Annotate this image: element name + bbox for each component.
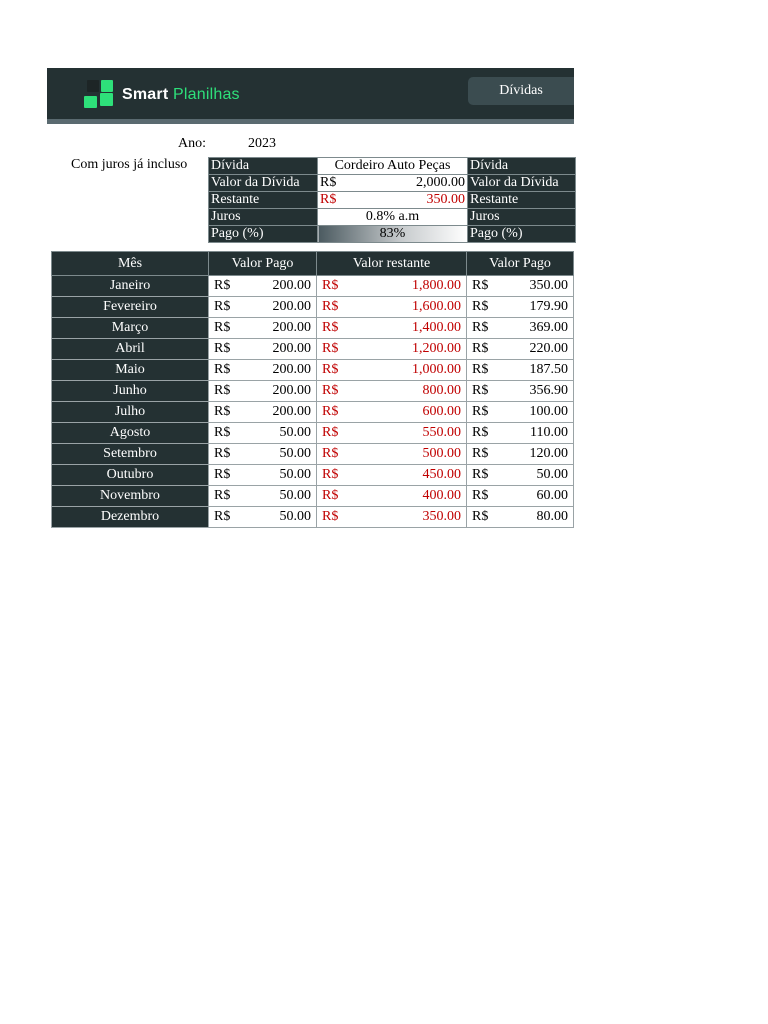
currency-symbol: R$ xyxy=(472,425,489,440)
remaining-value: 600.00 xyxy=(422,404,461,419)
paid-percent-bar: 83% xyxy=(318,226,468,243)
remaining-cell[interactable] xyxy=(317,444,467,465)
brand-name-light: Planilhas xyxy=(173,86,240,103)
remaining-cell[interactable] xyxy=(317,507,467,528)
remaining-value: 1,200.00 xyxy=(412,341,461,356)
header-divider xyxy=(47,119,574,124)
paid-cell[interactable] xyxy=(209,297,317,318)
paid-cell-2[interactable] xyxy=(467,486,574,507)
remaining-value: 1,600.00 xyxy=(412,299,461,314)
column-header-month: Mês xyxy=(52,252,209,276)
currency-symbol: R$ xyxy=(322,278,339,293)
month-cell: Junho xyxy=(52,381,209,402)
currency-symbol: R$ xyxy=(322,425,339,440)
currency-symbol: R$ xyxy=(472,467,489,482)
paid-value: 50.00 xyxy=(279,467,311,482)
paid-cell-2[interactable] xyxy=(467,423,574,444)
paid-value-2: 110.00 xyxy=(530,425,568,440)
debt-name-cell[interactable]: Cordeiro Auto Peças xyxy=(318,158,468,175)
remaining-cell[interactable] xyxy=(317,297,467,318)
interest-cell[interactable]: 0.8% a.m xyxy=(318,209,468,226)
paid-cell[interactable] xyxy=(209,276,317,297)
table-row xyxy=(52,381,574,402)
currency-symbol: R$ xyxy=(472,488,489,503)
paid-value: 200.00 xyxy=(272,320,311,335)
remaining-cell[interactable] xyxy=(317,276,467,297)
paid-value-2: 80.00 xyxy=(536,509,568,524)
table-row xyxy=(52,423,574,444)
paid-cell[interactable] xyxy=(209,360,317,381)
summary-label: Valor da Dívida xyxy=(209,175,318,192)
currency-symbol: R$ xyxy=(320,192,337,207)
paid-cell-2[interactable] xyxy=(467,297,574,318)
currency-symbol: R$ xyxy=(214,362,231,377)
paid-cell[interactable] xyxy=(209,444,317,465)
paid-value-2: 179.90 xyxy=(529,299,568,314)
paid-cell-2[interactable] xyxy=(467,381,574,402)
table-row xyxy=(52,444,574,465)
paid-value-2: 220.00 xyxy=(529,341,568,356)
remaining-cell[interactable] xyxy=(317,360,467,381)
remaining-cell[interactable] xyxy=(318,192,468,209)
currency-symbol: R$ xyxy=(472,362,489,377)
paid-cell[interactable] xyxy=(209,507,317,528)
paid-value-2: 350.00 xyxy=(529,278,568,293)
paid-cell[interactable] xyxy=(209,402,317,423)
currency-symbol: R$ xyxy=(472,320,489,335)
column-header-paid: Valor Pago xyxy=(209,252,317,276)
paid-value-2: 50.00 xyxy=(536,467,568,482)
currency-symbol: R$ xyxy=(214,446,231,461)
column-header-paid-2: Valor Pago xyxy=(467,252,574,276)
table-header-row xyxy=(52,252,574,276)
paid-cell-2[interactable] xyxy=(467,318,574,339)
paid-value: 50.00 xyxy=(279,446,311,461)
debt-total-value: 2,000.00 xyxy=(416,175,465,190)
currency-symbol: R$ xyxy=(214,509,231,524)
paid-cell[interactable] xyxy=(209,486,317,507)
interest-note: Com juros já incluso xyxy=(71,157,188,172)
month-cell: Abril xyxy=(52,339,209,360)
month-cell: Agosto xyxy=(52,423,209,444)
currency-symbol: R$ xyxy=(322,320,339,335)
currency-symbol: R$ xyxy=(472,383,489,398)
paid-cell[interactable] xyxy=(209,423,317,444)
paid-value: 200.00 xyxy=(272,404,311,419)
paid-cell[interactable] xyxy=(209,339,317,360)
summary-label: Juros xyxy=(209,209,318,226)
remaining-cell[interactable] xyxy=(317,339,467,360)
remaining-value: 1,800.00 xyxy=(412,278,461,293)
currency-symbol: R$ xyxy=(322,341,339,356)
remaining-value: 550.00 xyxy=(422,425,461,440)
currency-symbol: R$ xyxy=(214,383,231,398)
remaining-value: 350.00 xyxy=(426,192,465,207)
paid-value-2: 120.00 xyxy=(529,446,568,461)
paid-value: 50.00 xyxy=(279,425,311,440)
summary-label: Pago (%) xyxy=(209,226,318,243)
remaining-value: 800.00 xyxy=(422,383,461,398)
paid-cell-2[interactable] xyxy=(467,507,574,528)
currency-symbol: R$ xyxy=(214,467,231,482)
currency-symbol: R$ xyxy=(214,341,231,356)
currency-symbol: R$ xyxy=(322,362,339,377)
nav-dividas-button[interactable]: Dívidas xyxy=(468,77,574,105)
remaining-value: 350.00 xyxy=(422,509,461,524)
paid-value: 50.00 xyxy=(279,509,311,524)
paid-cell-2[interactable] xyxy=(467,360,574,381)
table-row xyxy=(52,402,574,423)
paid-cell-2[interactable] xyxy=(467,465,574,486)
paid-cell[interactable] xyxy=(209,465,317,486)
paid-value: 200.00 xyxy=(272,362,311,377)
table-row xyxy=(52,276,574,297)
summary-label: Dívida xyxy=(209,158,318,175)
summary-row-paid xyxy=(209,226,576,243)
paid-cell[interactable] xyxy=(209,381,317,402)
currency-symbol: R$ xyxy=(322,404,339,419)
remaining-cell[interactable] xyxy=(317,381,467,402)
month-cell: Fevereiro xyxy=(52,297,209,318)
currency-symbol: R$ xyxy=(322,383,339,398)
summary-row-total xyxy=(209,175,576,192)
squares-logo-icon xyxy=(83,78,115,110)
brand-logo xyxy=(122,85,240,105)
summary-label-right: Restante xyxy=(468,192,576,209)
table-row xyxy=(52,465,574,486)
summary-label: Restante xyxy=(209,192,318,209)
remaining-cell[interactable] xyxy=(317,402,467,423)
summary-label-right: Dívida xyxy=(468,158,576,175)
currency-symbol: R$ xyxy=(472,509,489,524)
month-cell: Março xyxy=(52,318,209,339)
currency-symbol: R$ xyxy=(322,488,339,503)
debt-summary-table xyxy=(208,157,576,243)
month-cell: Janeiro xyxy=(52,276,209,297)
month-cell: Maio xyxy=(52,360,209,381)
paid-value: 200.00 xyxy=(272,278,311,293)
table-row xyxy=(52,507,574,528)
summary-row-remaining xyxy=(209,192,576,209)
table-row xyxy=(52,339,574,360)
brand-name-bold: Smart xyxy=(122,86,169,103)
currency-symbol: R$ xyxy=(320,175,337,190)
currency-symbol: R$ xyxy=(472,299,489,314)
table-body xyxy=(52,276,574,528)
remaining-cell[interactable] xyxy=(317,465,467,486)
currency-symbol: R$ xyxy=(214,320,231,335)
summary-row-interest xyxy=(209,209,576,226)
currency-symbol: R$ xyxy=(214,404,231,419)
table-row xyxy=(52,318,574,339)
remaining-cell[interactable] xyxy=(317,486,467,507)
remaining-value: 500.00 xyxy=(422,446,461,461)
paid-value: 200.00 xyxy=(272,341,311,356)
currency-symbol: R$ xyxy=(214,425,231,440)
paid-value-2: 60.00 xyxy=(536,488,568,503)
currency-symbol: R$ xyxy=(214,299,231,314)
paid-value-2: 356.90 xyxy=(529,383,568,398)
month-cell: Julho xyxy=(52,402,209,423)
remaining-cell[interactable] xyxy=(317,423,467,444)
table-row xyxy=(52,297,574,318)
month-cell: Setembro xyxy=(52,444,209,465)
currency-symbol: R$ xyxy=(472,446,489,461)
currency-symbol: R$ xyxy=(214,488,231,503)
paid-cell-2[interactable] xyxy=(467,444,574,465)
currency-symbol: R$ xyxy=(322,446,339,461)
remaining-value: 1,000.00 xyxy=(412,362,461,377)
paid-value: 200.00 xyxy=(272,299,311,314)
currency-symbol: R$ xyxy=(472,341,489,356)
paid-value-2: 187.50 xyxy=(529,362,568,377)
year-value[interactable]: 2023 xyxy=(248,136,276,151)
currency-symbol: R$ xyxy=(322,299,339,314)
remaining-value: 450.00 xyxy=(422,467,461,482)
month-cell: Novembro xyxy=(52,486,209,507)
paid-value-2: 369.00 xyxy=(529,320,568,335)
summary-label-right: Pago (%) xyxy=(468,226,576,243)
monthly-payments-table xyxy=(51,251,574,528)
currency-symbol: R$ xyxy=(472,278,489,293)
remaining-cell[interactable] xyxy=(317,318,467,339)
column-header-remaining: Valor restante xyxy=(317,252,467,276)
year-label: Ano: xyxy=(178,136,206,151)
paid-value: 50.00 xyxy=(279,488,311,503)
paid-cell[interactable] xyxy=(209,318,317,339)
currency-symbol: R$ xyxy=(214,278,231,293)
paid-cell-2[interactable] xyxy=(467,402,574,423)
summary-label-right: Juros xyxy=(468,209,576,226)
debt-total-cell[interactable] xyxy=(318,175,468,192)
remaining-value: 400.00 xyxy=(422,488,461,503)
paid-cell-2[interactable] xyxy=(467,339,574,360)
paid-value-2: 100.00 xyxy=(529,404,568,419)
summary-row-debt xyxy=(209,158,576,175)
summary-label-right: Valor da Dívida xyxy=(468,175,576,192)
paid-value: 200.00 xyxy=(272,383,311,398)
currency-symbol: R$ xyxy=(322,509,339,524)
paid-cell-2[interactable] xyxy=(467,276,574,297)
remaining-value: 1,400.00 xyxy=(412,320,461,335)
month-cell: Dezembro xyxy=(52,507,209,528)
currency-symbol: R$ xyxy=(472,404,489,419)
table-row xyxy=(52,486,574,507)
currency-symbol: R$ xyxy=(322,467,339,482)
month-cell: Outubro xyxy=(52,465,209,486)
table-row xyxy=(52,360,574,381)
